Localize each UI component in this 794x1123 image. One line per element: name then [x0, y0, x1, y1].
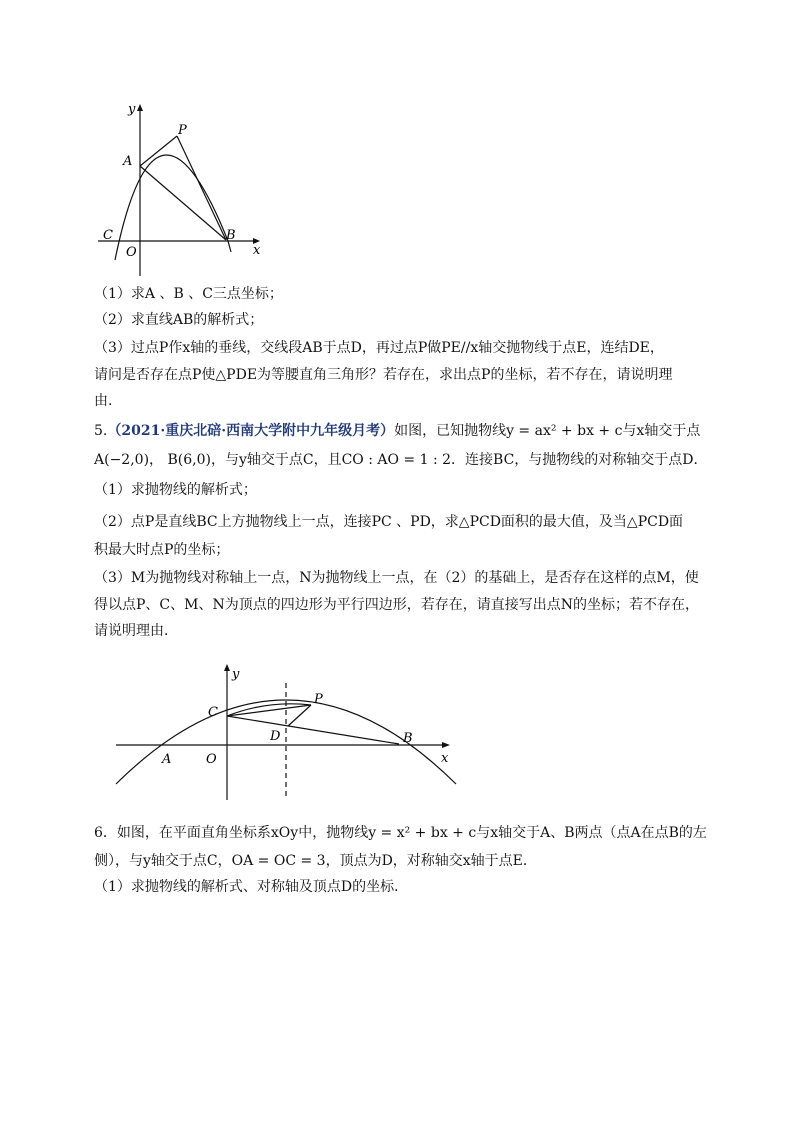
- figure-2-x-arrow: [442, 742, 450, 748]
- q4-part-2: （2）求直线AB的解析式；: [94, 312, 264, 328]
- q4-part-1: （1）求A 、B 、C三点坐标；: [94, 286, 283, 302]
- figure-1-segments: [140, 136, 226, 240]
- q5-part-2-line-1: （2）点P是直线BC上方抛物线上一点，连接PC 、PD，求△PCD面积的最大值，及当△PCD面: [94, 514, 684, 530]
- fig2-label-O: O: [206, 752, 217, 767]
- fig2-label-P: P: [314, 692, 323, 707]
- q6-stem-line-2: 侧），与y轴交于点C，OA = OC = 3，顶点为D，对称轴交x轴于点E．: [94, 853, 537, 869]
- q5-part-3-line-3: 请说明理由．: [94, 623, 178, 639]
- q4-part-3-line-3: 由.: [94, 393, 113, 409]
- q5-number: 5.: [94, 423, 108, 439]
- figure-2-parabola: [110, 658, 460, 804]
- fig1-label-A: A: [123, 154, 133, 169]
- fig2-label-y: y: [232, 667, 240, 682]
- q5-source: （2021·重庆北碚·西南大学附中九年级月考）: [107, 423, 395, 439]
- fig1-label-C: C: [103, 228, 113, 243]
- figure-2-axes: [116, 664, 450, 800]
- segment-CB: [227, 716, 399, 744]
- q5-stem-line-2: A(−2,0)， B(6,0)，与y轴交于点C，且CO : AO = 1 : 2．连接BC，与抛物线的对称轴交于点D．: [94, 452, 708, 468]
- figure-1-parabola: [94, 98, 274, 280]
- q5-part-3-line-2: 得以点P、C、M、N为顶点的四边形为平行四边形，若存在，请直接写出点N的坐标；若不存在，: [94, 597, 699, 613]
- q5-part-2-line-2: 积最大时点P的坐标；: [94, 542, 230, 558]
- fig2-label-D: D: [270, 729, 281, 744]
- segment-AB: [140, 166, 226, 240]
- fig2-label-C: C: [208, 705, 218, 720]
- q6-stem-line-1: 6．如图，在平面直角坐标系xOy中，抛物线y = x² + bx + c与x轴交于A、B两点（点A在点B的左: [94, 825, 707, 841]
- figure-2-y-arrow: [224, 664, 230, 671]
- fig2-label-B: B: [403, 731, 413, 746]
- q6-part-1: （1）求抛物线的解析式、对称轴及顶点D的坐标．: [94, 879, 409, 895]
- fig1-label-P: P: [178, 123, 187, 138]
- q4-part-3-line-2: 请问是否存在点P使△PDE为等腰直角三角形？若存在，求出点P的坐标，若不存在，请说明理: [94, 367, 673, 383]
- segment-AP: [140, 136, 177, 166]
- fig1-label-y: y: [128, 102, 136, 117]
- q5-part-1: （1）求抛物线的解析式；: [94, 482, 257, 498]
- fig1-label-O: O: [126, 245, 137, 260]
- fig2-label-A: A: [162, 752, 172, 767]
- q5-part-3-line-1: （3）M为抛物线对称轴上一点，N为抛物线上一点，在（2）的基础上，是否存在这样的点M，使: [94, 570, 699, 586]
- q5-stem-line-1: [94, 420, 714, 442]
- fig1-label-x: x: [253, 243, 261, 258]
- fig2-label-x: x: [441, 751, 449, 766]
- segment-PB: [177, 136, 226, 240]
- q4-part-3-line-1: （3）过点P作x轴的垂线，交线段AB于点D，再过点P做PE//x轴交抛物线于点E，连结DE，: [94, 340, 664, 356]
- figure-2-segments: [227, 704, 399, 744]
- figure-1-y-arrow: [137, 104, 143, 111]
- q5-stem-text: 如图，已知抛物线y = ax² + bx + c与x轴交于点: [394, 423, 701, 439]
- fig1-label-B: B: [226, 228, 236, 243]
